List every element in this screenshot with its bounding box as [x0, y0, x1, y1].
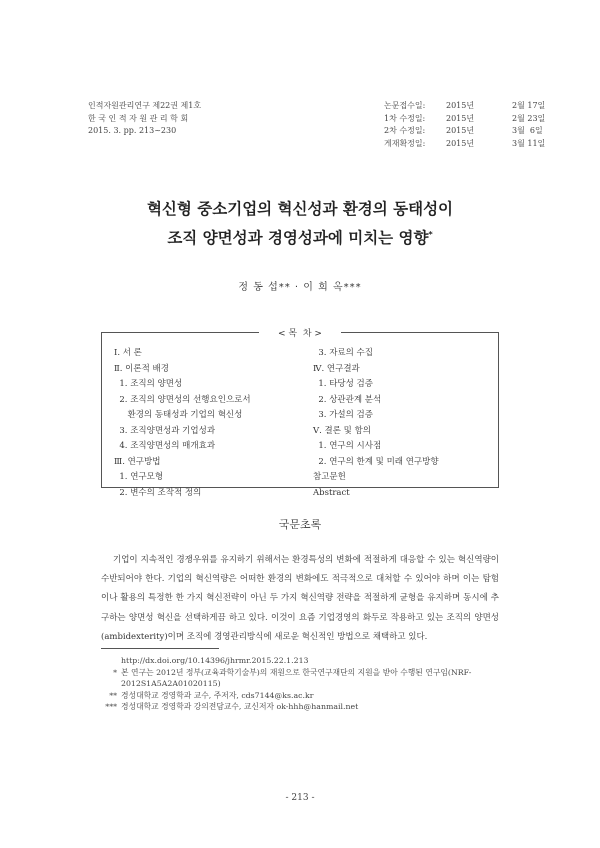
toc-right-column [313, 346, 439, 501]
toc-item: Ⅰ. 서 론 [114, 348, 142, 358]
footnote-text: 본 연구는 2012년 정부(교육과학기술부)의 재원으로 한국연구재단의 지원을 받아 수행된 연구임(NRF-2012S1A5A2A01020115) [121, 667, 472, 688]
toc-item: 환경의 동태성과 기업의 혁신성 [114, 410, 243, 420]
date-row [384, 113, 545, 126]
date-monthday: 3월 11일 [512, 138, 546, 148]
paper-title [60, 197, 540, 251]
page-number: - 213 - [285, 793, 315, 803]
toc-item: 1. 연구의 시사점 [313, 441, 382, 451]
footnote-text: 경성대학교 경영학과 교수, 주저자, cds7144@ks.ac.kr [121, 690, 314, 700]
title-line-2 [60, 222, 540, 251]
toc-item: 2. 연구의 한계 및 미래 연구방향 [313, 456, 439, 467]
footnote-doi [101, 655, 501, 667]
submission-dates [384, 100, 545, 150]
toc-item: 1. 연구모형 [114, 472, 164, 482]
date-year: 2015년 [446, 113, 475, 123]
date-monthday: 2월 23일 [512, 113, 546, 123]
footnote-first-author [101, 690, 501, 702]
doi-link[interactable]: http://dx.doi.org/10.14396/jhrmr.2015.22.1.213 [121, 656, 309, 665]
toc-item: 3. 조직양면성과 기업성과 [114, 425, 216, 436]
toc-item: 2. 조직의 양면성의 선행요인으로서 [114, 394, 251, 405]
date-row [384, 138, 545, 151]
author-line: 정 동 섭** · 이 희 옥*** [238, 282, 362, 293]
footnote-mark: ** [109, 690, 117, 700]
toc-item: Ⅱ. 이론적 배경 [114, 363, 169, 374]
toc-item: 1. 타당성 검증 [313, 379, 373, 389]
abstract-heading: 국문초록 [278, 518, 322, 531]
title-line-2-text: 조직 양면성과 경영성과에 미치는 영향 [167, 229, 429, 248]
title-footnote-mark: * [428, 230, 433, 239]
footnote-divider [101, 648, 219, 649]
date-monthday: 3월 6일 [512, 126, 543, 135]
toc-item: 4. 조직양면성의 매개효과 [114, 441, 216, 451]
toc-item: 3. 자료의 수집 [313, 348, 373, 358]
toc-item: Ⅳ. 연구결과 [313, 363, 360, 374]
toc-left-column [114, 346, 251, 501]
toc-item: 1. 조직의 양면성 [114, 379, 183, 389]
date-year: 2015년 [446, 126, 475, 135]
toc-item: Ⅴ. 결론 및 함의 [313, 425, 372, 436]
footnote-mark [101, 655, 121, 667]
date-label: 1차 수정일: [384, 113, 426, 123]
toc-title: < 목 차 > [259, 326, 341, 339]
footnote-mark: * [113, 667, 117, 677]
date-label: 게재확정일: [384, 138, 426, 148]
toc-item: 2. 상관관계 분석 [313, 394, 382, 405]
journal-name: 인적자원관리연구 제22권 제1호 [88, 101, 202, 110]
date-monthday: 2월 17일 [512, 101, 546, 110]
date-year: 2015년 [446, 101, 475, 110]
issue-pages: 2015. 3. pp. 213~230 [88, 126, 177, 135]
toc-item: 참고문헌 [313, 472, 346, 482]
footnote-funding [101, 667, 501, 690]
date-row [384, 125, 545, 138]
toc-item: Abstract [313, 487, 350, 498]
toc-item: Ⅲ. 연구방법 [114, 456, 161, 467]
date-label: 2차 수정일: [384, 126, 426, 135]
footnote-mark: *** [105, 702, 117, 711]
footnote-corresponding-author [101, 701, 501, 713]
date-label: 논문접수일: [384, 101, 426, 110]
footnote-text: 경성대학교 경영학과 강의전담교수, 교신저자 ok-hhh@hanmail.net [121, 702, 359, 711]
date-year: 2015년 [446, 138, 475, 148]
date-row [384, 100, 545, 113]
society-name: 한 국 인 적 자 원 관 리 학 회 [88, 113, 189, 123]
footnotes [101, 655, 501, 713]
journal-info [88, 100, 201, 138]
title-line-1: 혁신형 중소기업의 혁신성과 환경의 동태성이 [146, 200, 454, 218]
toc-item: 2. 변수의 조작적 정의 [114, 487, 202, 498]
abstract-body: 기업이 지속적인 경쟁우위를 유지하기 위해서는 환경특성의 변화에 적절하게 대응할 수 있는 혁신역량이 수반되어야 한다. 기업의 혁신역량은 어떠한 환경의 변화에도 적극적으로 대처할 수 있어야 하며 이는 탐험이나 활용의 특정한 한 가지 혁신전략이 아닌 두 가지 혁신역량 전략을 적절하게 균형을 유지하며 동시에 추구하는 양면성 혁신을 선택하게끔 하고 있다. 이것이 요즘 기업경영의 화두로 작용하고 있는 조직의 양면성(ambidexterity)이며 조직에 경영관리방식에 새로운 혁신적인 방법으로 채택하고 있다. [101, 555, 499, 642]
toc-item: 3. 가설의 검증 [313, 410, 373, 420]
